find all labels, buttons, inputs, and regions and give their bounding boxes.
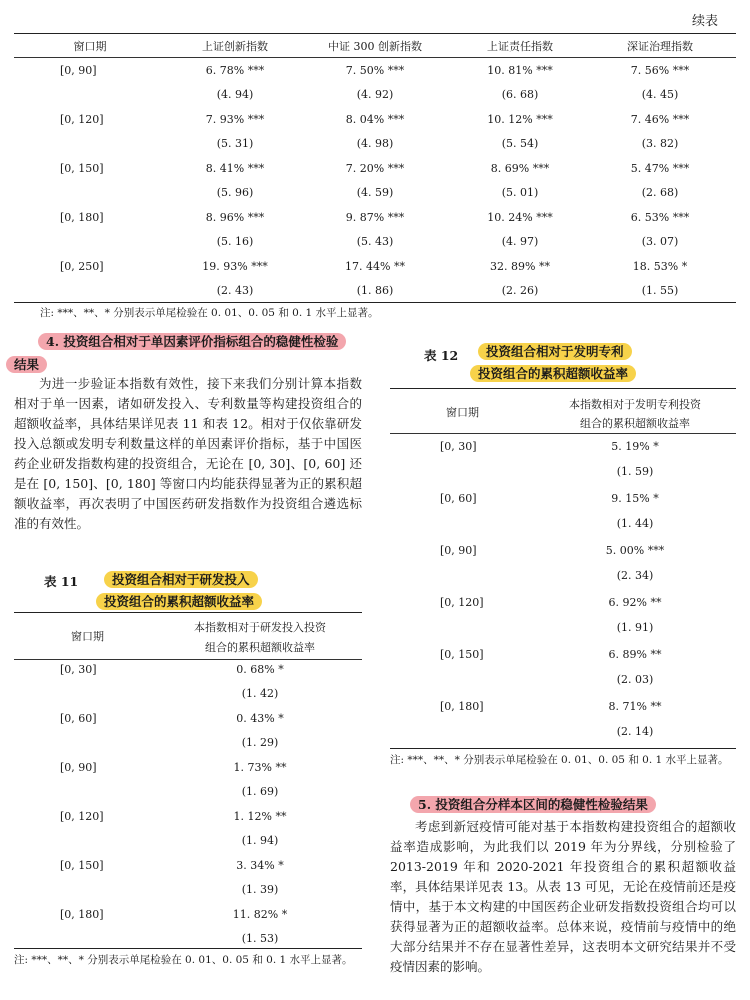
table12-cell-value: 6. 92% ** bbox=[608, 596, 662, 609]
table12-cell-value: 9. 15% * bbox=[611, 492, 659, 505]
table-cell-tstat: (1. 55) bbox=[641, 284, 679, 297]
continued-label: 续表 bbox=[691, 14, 718, 29]
table12-row-window: [0, 180] bbox=[440, 700, 484, 713]
table12-label: 表 12 bbox=[424, 348, 459, 363]
table12-th-value-2: 组合的累积超额收益率 bbox=[580, 417, 690, 430]
table-cell-tstat: (2. 26) bbox=[501, 284, 539, 297]
table-cell-value: 7. 93% *** bbox=[205, 113, 265, 126]
table11-row-window: [0, 150] bbox=[60, 859, 104, 872]
table-row-window: [0, 90] bbox=[60, 64, 97, 77]
th-col1: 上证创新指数 bbox=[202, 40, 268, 53]
table12-cell-value: 5. 19% * bbox=[611, 440, 659, 453]
section4-heading: 4. 投资组合相对于单因素评价指标组合的稳健性检验 bbox=[38, 332, 346, 350]
table-cell-value: 6. 78% *** bbox=[205, 64, 265, 77]
table12-cell-tstat: (2. 14) bbox=[616, 725, 654, 738]
table-cell-value: 7. 20% *** bbox=[345, 162, 405, 175]
table11-th-window: 窗口期 bbox=[71, 630, 104, 643]
table-cell-value: 8. 96% *** bbox=[205, 211, 265, 224]
table-cell-value: 9. 87% *** bbox=[345, 211, 405, 224]
table11-cell-value: 0. 68% * bbox=[236, 663, 284, 676]
table-cell-value: 8. 04% *** bbox=[345, 113, 405, 126]
table12-cell-tstat: (2. 34) bbox=[616, 569, 654, 582]
table-cell-value: 8. 41% *** bbox=[205, 162, 265, 175]
table-cell-tstat: (5. 16) bbox=[216, 235, 254, 248]
table-cell-tstat: (5. 01) bbox=[501, 186, 539, 199]
table-cell-value: 6. 53% *** bbox=[630, 211, 690, 224]
table11-cell-tstat: (1. 39) bbox=[241, 883, 279, 896]
table12-cell-value: 5. 00% *** bbox=[605, 544, 665, 557]
table12-th-value-1: 本指数相对于发明专利投资 bbox=[569, 398, 701, 411]
table11-cell-value: 11. 82% * bbox=[232, 908, 288, 921]
table12-cell-value: 8. 71% ** bbox=[608, 700, 662, 713]
table-cell-value: 32. 89% ** bbox=[490, 260, 550, 273]
section4-paragraph: 为进一步验证本指数有效性，接下来我们分别计算本指数相对于单一因素，诸如研发投入、专利数量等构建投资组合的超额收益率，具体结果详见表 11 和表 12。相对于仅依靠研发投入总额或发明专利数量这样的单因素评价指标，基于中国医药企业研发指数构建的投资组合，无论在 [0, 30]、[0, 60] 还是在 [0, 150]、[0, 180] 等窗口内均能获得显著为正的累积超额收益率，再次表明了中国医药研发指数作为投资组合遴选标准的有效性。 bbox=[14, 376, 362, 531]
table12-th-window: 窗口期 bbox=[446, 406, 479, 419]
table-cell-value: 8. 69% *** bbox=[490, 162, 550, 175]
table11-cell-tstat: (1. 42) bbox=[241, 687, 279, 700]
table12-row-window: [0, 60] bbox=[440, 492, 477, 505]
table11-th-value-1: 本指数相对于研发投入投资 bbox=[194, 621, 326, 634]
table12-note: 注: ***、**、* 分别表示单尾检验在 0. 01、0. 05 和 0. 1 水平上显著。 bbox=[390, 754, 729, 766]
table-cell-tstat: (4. 45) bbox=[641, 88, 679, 101]
table-cell-value: 7. 56% *** bbox=[630, 64, 690, 77]
table-row-window: [0, 180] bbox=[60, 211, 104, 224]
table-row-window: [0, 250] bbox=[60, 260, 104, 273]
table12-row-window: [0, 150] bbox=[440, 648, 484, 661]
table-cell-value: 10. 12% *** bbox=[487, 113, 553, 126]
table12-row-window: [0, 30] bbox=[440, 440, 477, 453]
table12-cell-value: 6. 89% ** bbox=[608, 648, 662, 661]
table11-cell-tstat: (1. 94) bbox=[241, 834, 279, 847]
table11-row-window: [0, 60] bbox=[60, 712, 97, 725]
table11-cell-tstat: (1. 53) bbox=[241, 932, 279, 945]
top-table-note: 注: ***、**、* 分别表示单尾检验在 0. 01、0. 05 和 0. 1 水平上显著。 bbox=[40, 307, 379, 319]
table-cell-tstat: (2. 68) bbox=[641, 186, 679, 199]
table11-cell-value: 0. 43% * bbox=[236, 712, 284, 725]
th-col3: 上证责任指数 bbox=[487, 40, 553, 53]
table-cell-value: 17. 44% ** bbox=[345, 260, 405, 273]
table11-cell-tstat: (1. 29) bbox=[241, 736, 279, 749]
table-row-window: [0, 120] bbox=[60, 113, 104, 126]
table11-note: 注: ***、**、* 分别表示单尾检验在 0. 01、0. 05 和 0. 1 水平上显著。 bbox=[14, 954, 353, 966]
table-cell-tstat: (6. 68) bbox=[501, 88, 539, 101]
table-cell-tstat: (4. 94) bbox=[216, 88, 254, 101]
table-cell-value: 5. 47% *** bbox=[630, 162, 690, 175]
table11-th-value-2: 组合的累积超额收益率 bbox=[205, 641, 315, 654]
th-window: 窗口期 bbox=[73, 40, 107, 53]
table12-row-window: [0, 120] bbox=[440, 596, 484, 609]
table11-title-line1: 投资组合相对于研发投入 bbox=[104, 570, 258, 588]
table-cell-tstat: (1. 86) bbox=[356, 284, 394, 297]
table11-row-window: [0, 30] bbox=[60, 663, 97, 676]
table11-row-window: [0, 90] bbox=[60, 761, 97, 774]
table12-cell-tstat: (1. 91) bbox=[616, 621, 654, 634]
table11-cell-value: 1. 12% ** bbox=[233, 810, 287, 823]
table-cell-tstat: (2. 43) bbox=[216, 284, 254, 297]
table-cell-value: 10. 81% *** bbox=[487, 64, 553, 77]
table-cell-value: 7. 46% *** bbox=[630, 113, 690, 126]
table-cell-value: 7. 50% *** bbox=[345, 64, 405, 77]
table11-cell-value: 1. 73% ** bbox=[233, 761, 287, 774]
table-cell-tstat: (4. 59) bbox=[356, 186, 394, 199]
table11-cell-value: 3. 34% * bbox=[236, 859, 284, 872]
table-cell-tstat: (5. 54) bbox=[501, 137, 539, 150]
table12-cell-tstat: (2. 03) bbox=[616, 673, 654, 686]
table12-row-window: [0, 90] bbox=[440, 544, 477, 557]
table-cell-value: 18. 53% * bbox=[632, 260, 688, 273]
table11-label: 表 11 bbox=[44, 574, 79, 589]
th-col2: 中证 300 创新指数 bbox=[328, 40, 422, 53]
table-cell-tstat: (4. 98) bbox=[356, 137, 394, 150]
table11-row-window: [0, 120] bbox=[60, 810, 104, 823]
table11-cell-tstat: (1. 69) bbox=[241, 785, 279, 798]
table-cell-tstat: (5. 31) bbox=[216, 137, 254, 150]
table12-title-line2: 投资组合的累积超额收益率 bbox=[470, 364, 636, 382]
th-col4: 深证治理指数 bbox=[627, 40, 693, 53]
table-row-window: [0, 150] bbox=[60, 162, 104, 175]
table-cell-tstat: (4. 97) bbox=[501, 235, 539, 248]
table-cell-tstat: (3. 07) bbox=[641, 235, 679, 248]
table12-cell-tstat: (1. 59) bbox=[616, 465, 654, 478]
table-cell-value: 10. 24% *** bbox=[487, 211, 553, 224]
section4-heading-cont: 结果 bbox=[6, 355, 47, 373]
table-cell-tstat: (4. 92) bbox=[356, 88, 394, 101]
table-cell-value: 19. 93% *** bbox=[202, 260, 268, 273]
table12-title-line1: 投资组合相对于发明专利 bbox=[478, 342, 632, 360]
table-cell-tstat: (5. 96) bbox=[216, 186, 254, 199]
section5-paragraph: 考虑到新冠疫情可能对基于本指数构建投资组合的超额收益率造成影响，为此我们以 2019 年为分界线，分别检验了 2013-2019 年和 2020-2021 年投资组合的累积超额收益率，具体结果详见表 13。从表 13 可见，无论在疫情前还是疫情中，基于本文构建的中国医药企业研发指数投资组合均可以获得显著为正的超额收益率。总体来说，疫情前与疫情中的绝大部分结果并不存在显著性差异，这表明本文研究结果并不受疫情因素的影响。 bbox=[390, 819, 736, 974]
section5-heading: 5. 投资组合分样本区间的稳健性检验结果 bbox=[410, 795, 656, 813]
table11-row-window: [0, 180] bbox=[60, 908, 104, 921]
table-cell-tstat: (3. 82) bbox=[641, 137, 679, 150]
table11-title-line2: 投资组合的累积超额收益率 bbox=[96, 592, 262, 610]
table12-cell-tstat: (1. 44) bbox=[616, 517, 654, 530]
table-cell-tstat: (5. 43) bbox=[356, 235, 394, 248]
